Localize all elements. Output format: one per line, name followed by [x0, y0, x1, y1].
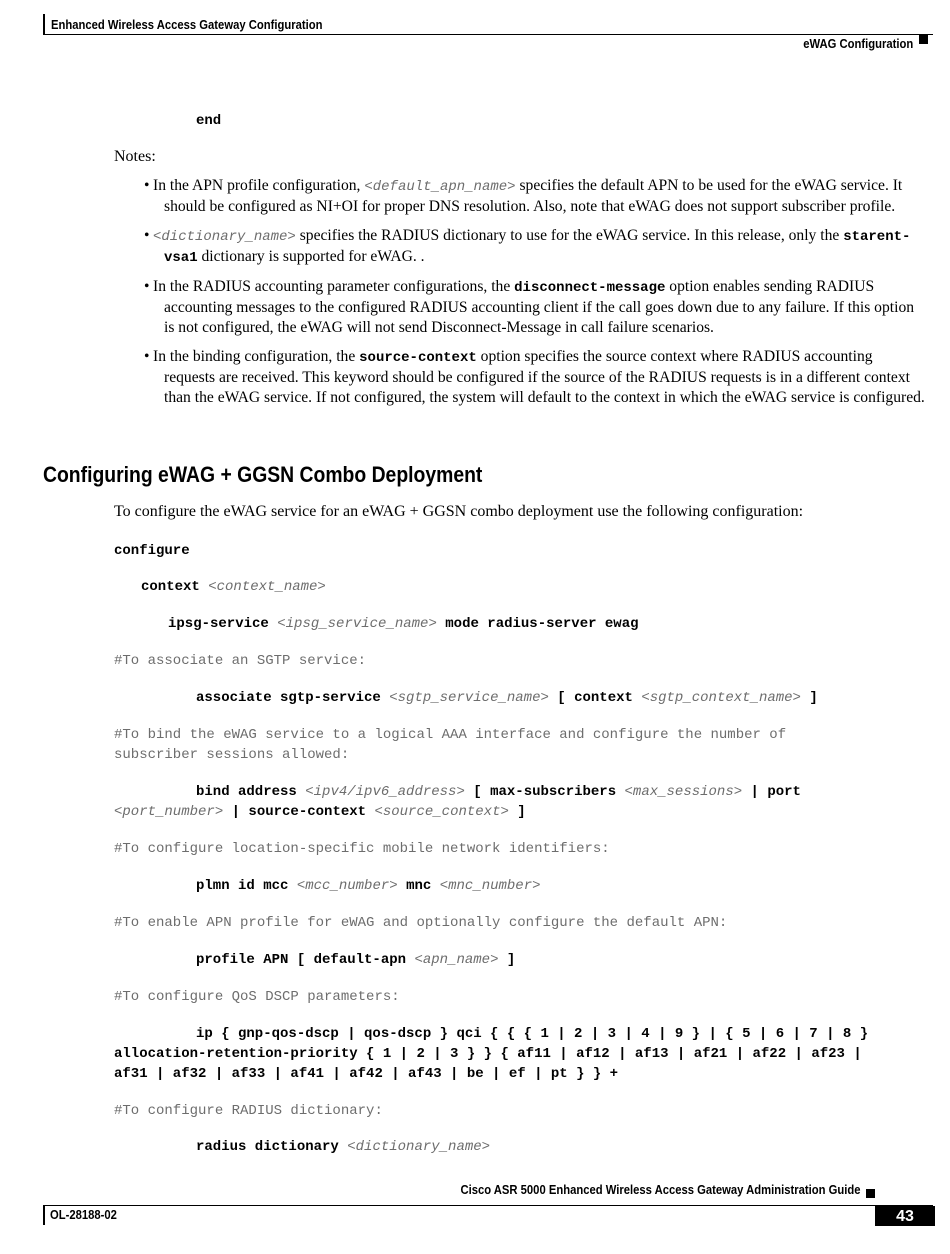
note-item: • <dictionary_name> specifies the RADIUS dictionary to use for the eWAG service. In this release, only the starent-vsa1 dictionary is supported for eWAG. .	[144, 227, 911, 266]
section-heading: Configuring eWAG + GGSN Combo Deployment	[43, 462, 483, 487]
code-configure: configure	[114, 543, 190, 559]
footer-marker	[866, 1189, 875, 1198]
code-radius: radius dictionary <dictionary_name>	[196, 1139, 491, 1155]
footer-guide-title: Cisco ASR 5000 Enhanced Wireless Access Gateway Administration Guide	[459, 1183, 860, 1197]
section-title: eWAG Configuration	[803, 37, 913, 51]
comment-bind: #To bind the eWAG service to a logical AAA interface and configure the number of subscriber sessions allowed:	[114, 727, 787, 763]
header-marker	[919, 35, 928, 44]
code-bind: bind address <ipv4/ipv6_address> [ max-subscribers <max_sessions> | port <port_number> | source-context <source_context> ]	[114, 784, 801, 820]
code-ipsg-service: ipsg-service <ipsg_service_name> mode radius-server ewag	[168, 616, 639, 632]
code-qos: ip { gnp-qos-dscp | qos-dscp } qci { { { 1 | 2 | 3 | 4 | 9 } | { 5 | 6 | 7 | 8 } allocation-retention-priority { 1 | 2 | 3 } } { af11 | af12 | af13 | af21 | af22 | af23 | af31 | af32 | af33 | af41 | af42 | af43 | be | ef | pt } } +	[114, 1026, 869, 1082]
comment-sgtp: #To associate an SGTP service:	[114, 653, 367, 669]
code-sgtp: associate sgtp-service <sgtp_service_name> [ context <sgtp_context_name> ]	[196, 690, 818, 706]
comment-qos: #To configure QoS DSCP parameters:	[114, 989, 400, 1005]
code-context: context <context_name>	[141, 579, 326, 595]
comment-plmn: #To configure location-specific mobile network identifiers:	[114, 841, 610, 857]
footer-rule	[43, 1205, 933, 1225]
note-item: • In the binding configuration, the source-context option specifies the source context where RADIUS accounting requests are received. This keyword should be configured if the source of the RADIUS requests is in a different context than the eWAG service. If not configured, the system will default to the context in which the eWAG service is configured.	[144, 348, 925, 406]
section-intro: To configure the eWAG service for an eWAG + GGSN combo deployment use the following configuration:	[114, 503, 804, 520]
note-item: • In the APN profile configuration, <default_apn_name> specifies the default APN to be used for the eWAG service. It should be configured as NI+OI for proper DNS resolution. Also, note that eWAG does not support subscriber profile.	[144, 177, 903, 215]
page-number: 43	[875, 1206, 935, 1226]
code-end: end	[196, 113, 222, 129]
footer-doc-id: OL-28188-02	[50, 1208, 117, 1222]
running-header	[43, 14, 933, 35]
chapter-title: Enhanced Wireless Access Gateway Configuration	[51, 18, 323, 32]
code-plmn: plmn id mcc <mcc_number> mnc <mnc_number>	[196, 878, 541, 894]
note-item: • In the RADIUS accounting parameter configurations, the disconnect-message option enables sending RADIUS accounting messages to the configured RADIUS accounting client if the call goes down due to any failure. If this option is not configured, the eWAG will not send Disconnect-Message in call failure scenarios.	[144, 278, 915, 336]
notes-list	[144, 176, 926, 417]
comment-apn: #To enable APN profile for eWAG and optionally configure the default APN:	[114, 915, 728, 931]
notes-label: Notes:	[114, 148, 156, 165]
comment-radius: #To configure RADIUS dictionary:	[114, 1103, 383, 1119]
code-apn: profile APN [ default-apn <apn_name> ]	[196, 952, 516, 968]
